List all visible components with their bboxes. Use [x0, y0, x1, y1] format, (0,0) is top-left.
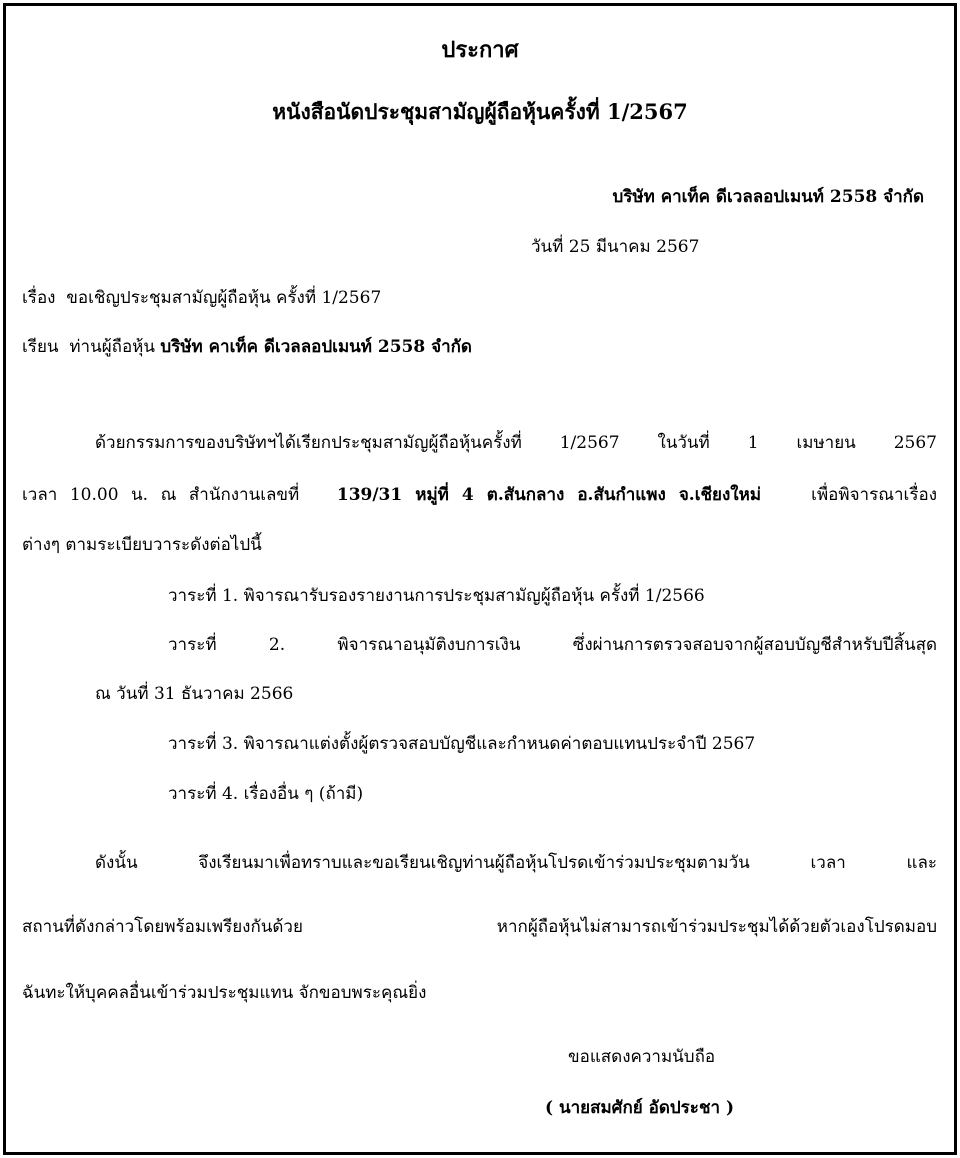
agenda-item-2-line-1: วาระที่ 2. พิจารณาอนุมัติงบการเงิน ซึ่งผ่านการตรวจสอบจากผู้สอบบัญชีสำหรับปีสิ้นสุด: [168, 635, 937, 655]
document-date: วันที่ 25 มีนาคม 2567: [531, 237, 700, 257]
meeting-time-venue: เวลา 10.00 น. ณ สำนักงานเลขที่: [22, 485, 300, 505]
recipient-text: ท่านผู้ถือหุ้น: [69, 337, 156, 357]
agenda-item-1: วาระที่ 1. พิจารณารับรองรายงานการประชุมสามัญผู้ถือหุ้น ครั้งที่ 1/2566: [168, 586, 705, 606]
closing-line-1: ดังนั้น จึงเรียนมาเพื่อทราบและขอเรียนเชิญท่านผู้ถือหุ้นโปรดเข้าร่วมประชุมตามวัน เวลา และ: [95, 853, 937, 873]
recipient-label: เรียน: [22, 337, 59, 357]
signature-regards: ขอแสดงความนับถือ: [568, 1047, 716, 1067]
closing-line-3: ฉันทะให้บุคคลอื่นเข้าร่วมประชุมแทน จักขอบพระคุณยิ่ง: [22, 983, 427, 1003]
agenda-item-3: วาระที่ 3. พิจารณาแต่งตั้งผู้ตรวจสอบบัญชีและกำหนดค่าตอบแทนประจำปี 2567: [168, 734, 756, 754]
recipient-line: [22, 335, 472, 359]
document-subtitle: หนังสือนัดประชุมสามัญผู้ถือหุ้นครั้งที่ 1/2567: [272, 99, 688, 124]
body-paragraph-line-3: ต่างๆ ตามระเบียบวาระดังต่อไปนี้: [22, 535, 262, 555]
signature-name: ( นายสมศักย์ อัดประชา ): [545, 1098, 734, 1118]
closing-line-2: สถานที่ดังกล่าวโดยพร้อมเพรียงกันด้วย หากผู้ถือหุ้นไม่สามารถเข้าร่วมประชุมได้ด้วยตัวเองโปรดมอบ: [22, 917, 937, 937]
recipient-company: บริษัท คาเท็ค ดีเวลลอปเมนท์ 2558 จำกัด: [160, 337, 472, 357]
document-title: ประกาศ: [441, 37, 519, 63]
subject-label: เรื่อง: [22, 288, 56, 308]
subject-text: ขอเชิญประชุมสามัญผู้ถือหุ้น ครั้งที่ 1/2567: [66, 288, 382, 308]
meeting-address: 139/31 หมู่ที่ 4 ต.สันกลาง อ.สันกำแพง จ.เชียงใหม่: [336, 485, 762, 505]
agenda-item-4: วาระที่ 4. เรื่องอื่น ๆ (ถ้ามี): [168, 784, 364, 804]
subject-line: [22, 286, 381, 310]
body-paragraph-line-2: [22, 483, 937, 507]
meeting-purpose: เพื่อพิจารณาเรื่อง: [811, 485, 937, 505]
company-name: บริษัท คาเท็ค ดีเวลลอปเมนท์ 2558 จำกัด: [612, 187, 924, 207]
agenda-item-2-line-2: ณ วันที่ 31 ธันวาคม 2566: [95, 684, 294, 704]
body-paragraph-line-1: ด้วยกรรมการของบริษัทฯได้เรียกประชุมสามัญผู้ถือหุ้นครั้งที่ 1/2567 ในวันที่ 1 เมษายน 2567: [95, 433, 937, 453]
